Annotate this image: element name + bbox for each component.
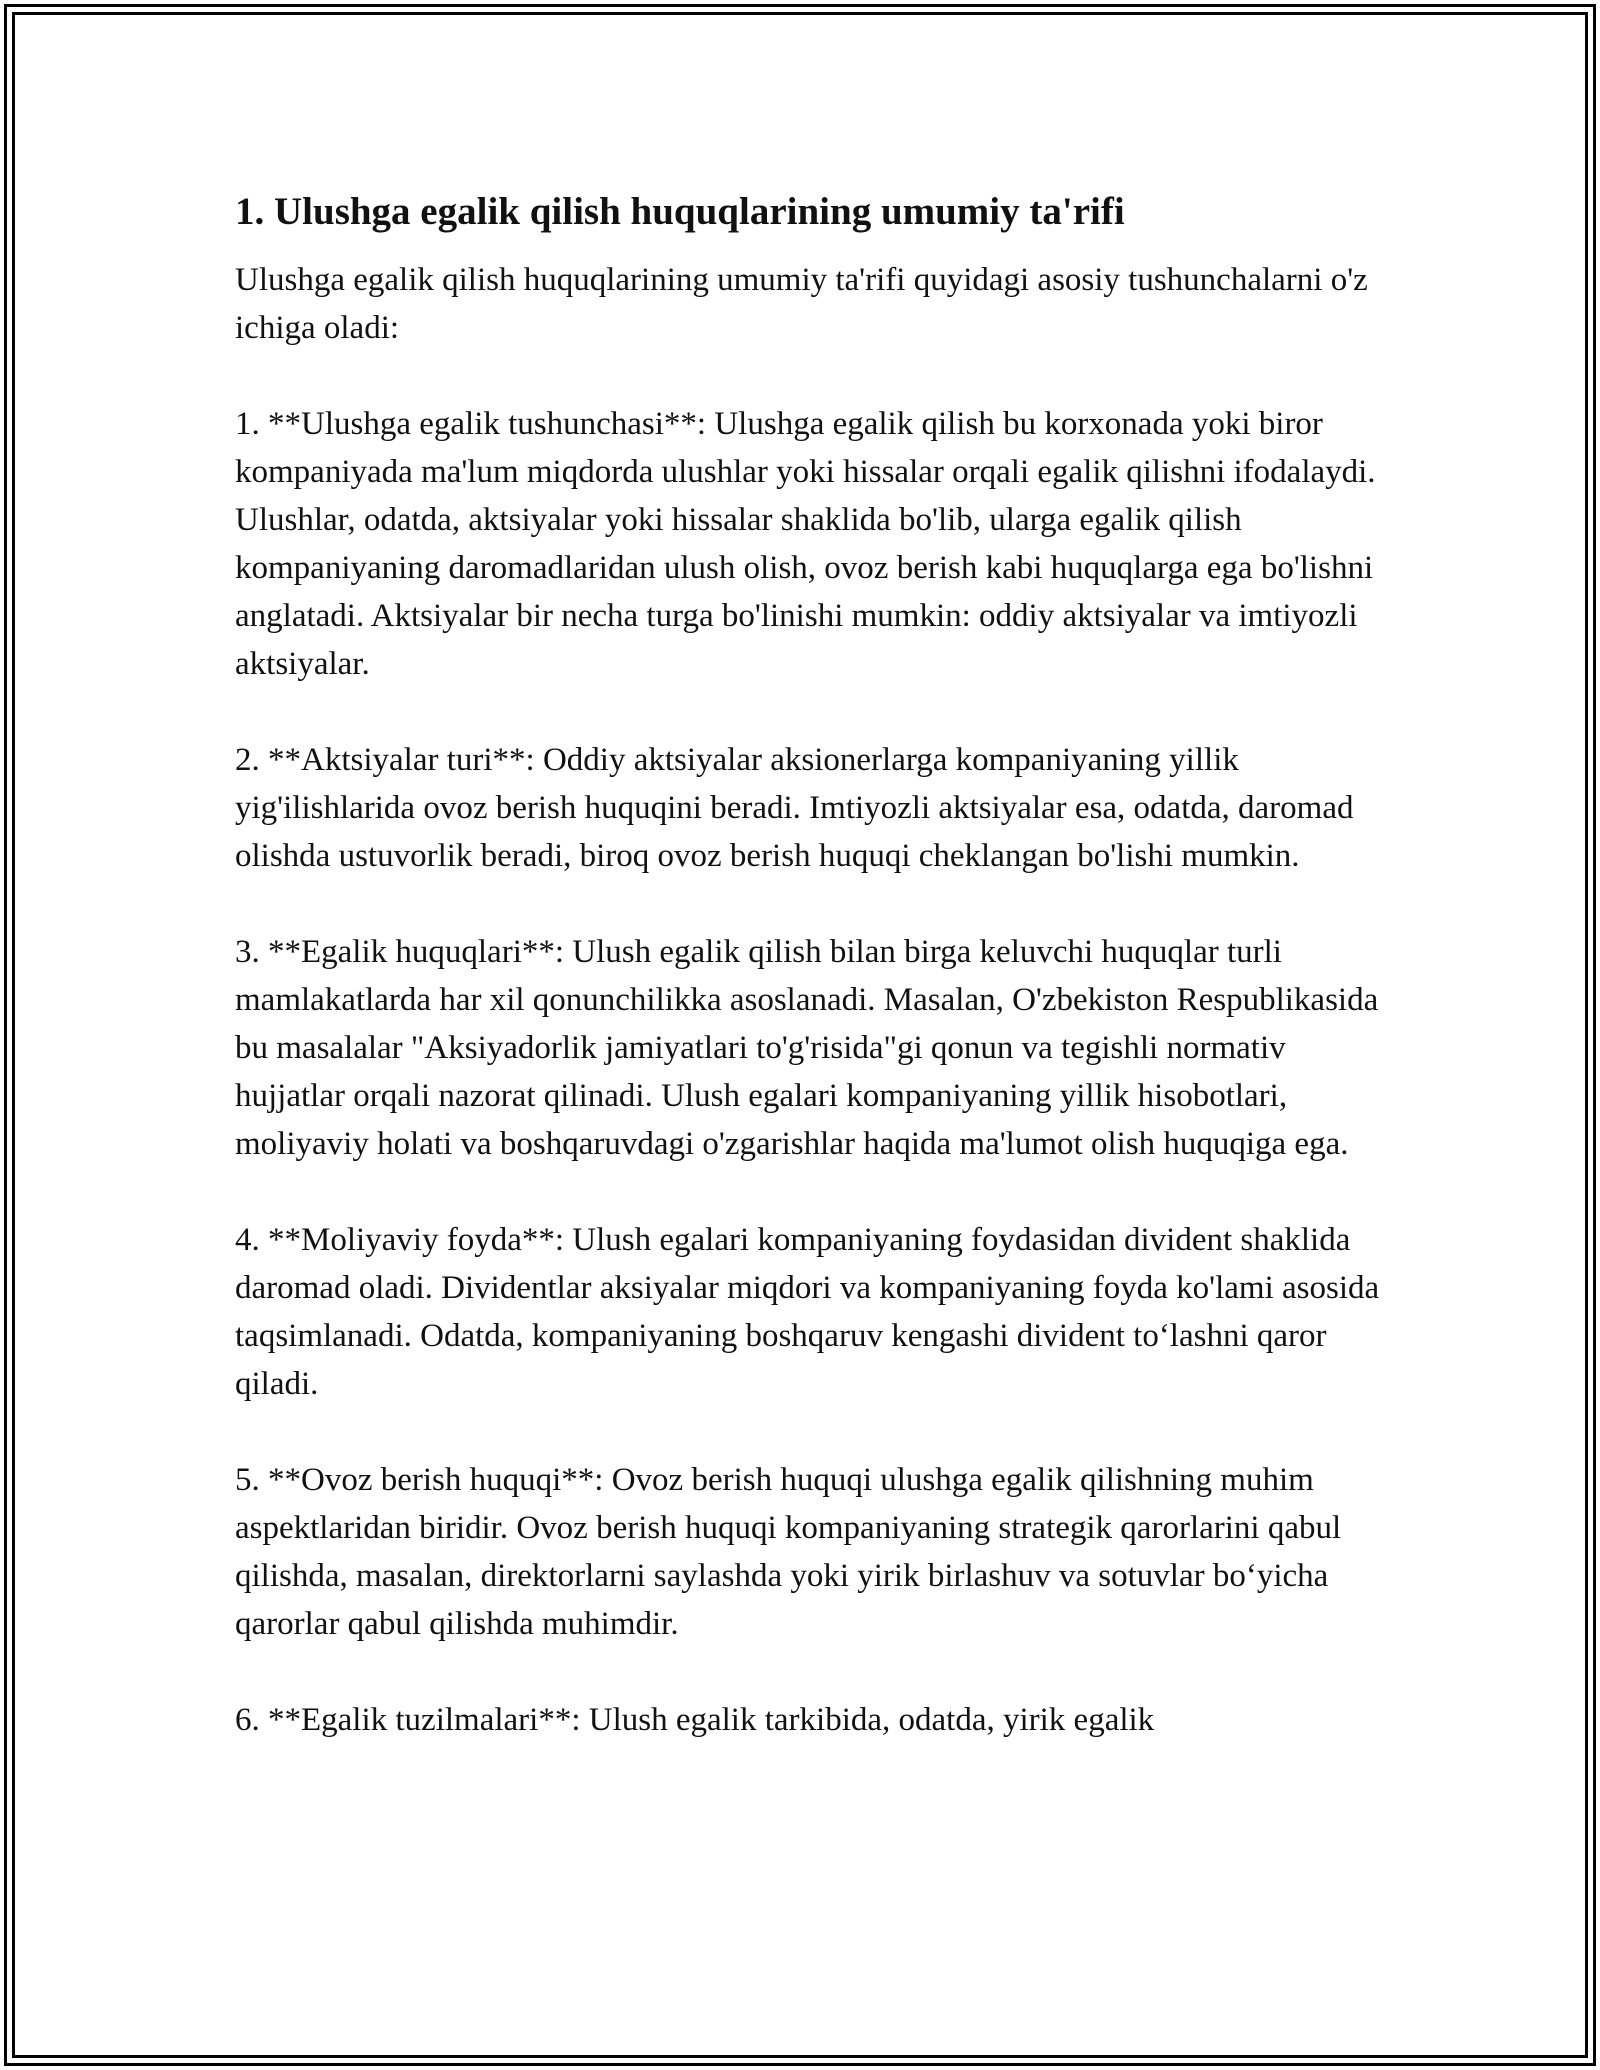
paragraph-5-voting-right: 5. **Ovoz berish huquqi**: Ovoz berish huquqi ulushga egalik qilishning muhim aspektlaridan biridir. Ovoz berish huquqi kompaniyaning strategik qarorlarini qabul qilishda, masalan, direktorlarni saylashda yoki yirik birlashuv va sotuvlar bo‘yicha qarorlar qabul qilishda muhimdir. [235,1462,1342,1642]
intro-paragraph: Ulushga egalik qilish huquqlarining umumiy ta'rifi quyidagi asosiy tushunchalarni o'z ichiga oladi: [235,262,1368,346]
document-title: 1. Ulushga egalik qilish huquqlarining umumiy ta'rifi [235,190,1125,233]
document-body [235,186,1385,1792]
paragraph-1-ownership-concept: 1. **Ulushga egalik tushunchasi**: Ulushga egalik qilish bu korxonada yoki biror kompaniyada ma'lum miqdorda ulushlar yoki hissalar orqali egalik qilishni ifodalaydi. Ulushlar, odatda, aktsiyalar yoki hissalar shaklida bo'lib, ularga egalik qilish kompaniyaning daromadlaridan ulush olish, ovoz berish kabi huquqlarga ega bo'lishni anglatadi. Aktsiyalar bir necha turga bo'linishi mumkin: oddiy aktsiyalar va imtiyozli aktsiyalar. [235,406,1376,682]
paragraph-2-share-types: 2. **Aktsiyalar turi**: Oddiy aktsiyalar aksionerlarga kompaniyaning yillik yig'ilishlarida ovoz berish huquqini beradi. Imtiyozli aktsiyalar esa, odatda, daromad olishda ustuvorlik beradi, biroq ovoz berish huquqi cheklangan bo'lishi mumkin. [235,742,1354,874]
paragraph-3-ownership-rights: 3. **Egalik huquqlari**: Ulush egalik qilish bilan birga keluvchi huquqlar turli mamlakatlarda har xil qonunchilikka asoslanadi. Masalan, O'zbekiston Respublikasida bu masalalar "Aksiyadorlik jamiyatlari to'g'risida"gi qonun va tegishli normativ hujjatlar orqali nazorat qilinadi. Ulush egalari kompaniyaning yillik hisobotlari, moliyaviy holati va boshqaruvdagi o'zgarishlar haqida ma'lumot olish huquqiga ega. [235,934,1379,1162]
paragraph-6-ownership-structures: 6. **Egalik tuzilmalari**: Ulush egalik tarkibida, odatda, yirik egalik [235,1702,1155,1738]
paragraph-4-financial-benefit: 4. **Moliyaviy foyda**: Ulush egalari kompaniyaning foydasidan divident shaklida daromad oladi. Dividentlar aksiyalar miqdori va kompaniyaning foyda ko'lami asosida taqsimlanadi. Odatda, kompaniyaning boshqaruv kengashi divident to‘lashni qaror qiladi. [235,1222,1380,1402]
